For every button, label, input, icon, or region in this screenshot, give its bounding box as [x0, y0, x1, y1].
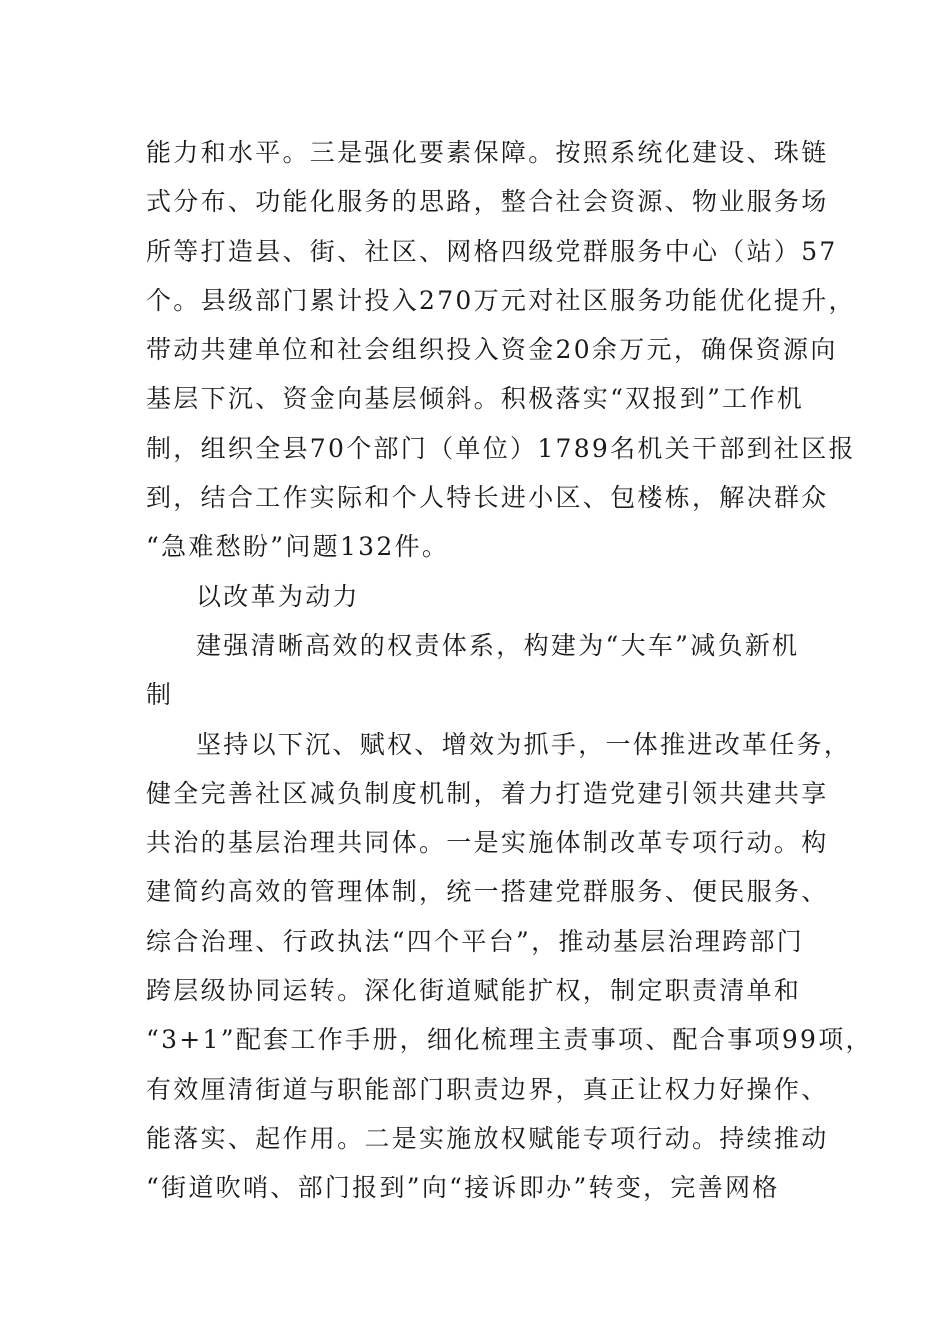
text-line: 能落实、起作用。二是实施放权赋能专项行动。持续推动 — [146, 1123, 829, 1153]
text-line: 健全完善社区减负制度机制，着力打造党建引领共建共享 — [146, 778, 829, 808]
section-heading: 以改革为动力 — [196, 581, 360, 611]
text-line: 有效厘清街道与职能部门职责边界，真正让权力好操作、 — [146, 1074, 829, 1104]
text-line: 个。县级部门累计投入270万元对社区服务功能优化提升， — [146, 285, 856, 315]
subsection-heading-continuation: 制 — [146, 680, 174, 710]
text-line: 带动共建单位和社会组织投入资金20余万元，确保资源向 — [146, 335, 838, 365]
text-line: “3+1”配套工作手册，细化梳理主责事项、配合事项99项， — [146, 1025, 873, 1055]
text-line: “急难愁盼”问题132件。 — [146, 532, 450, 562]
text-line: 所等打造县、街、社区、网格四级党群服务中心（站）57 — [146, 236, 838, 266]
text-line: 到，结合工作实际和个人特长进小区、包楼栋，解决群众 — [146, 483, 829, 513]
text-line: 建简约高效的管理体制，统一搭建党群服务、便民服务、 — [146, 877, 829, 907]
text-line: 能力和水平。三是强化要素保障。按照系统化建设、珠链 — [146, 138, 829, 167]
text-line: “街道吹哨、部门报到”向“接诉即办”转变，完善网格 — [146, 1173, 780, 1203]
subsection-heading: 建强清晰高效的权责体系，构建为“大车”减负新机 — [196, 630, 800, 660]
text-line: 基层下沉、资金向基层倾斜。积极落实“双报到”工作机 — [146, 384, 805, 414]
paragraph-first-line: 坚持以下沉、赋权、增效为抓手，一体推进改革任务， — [196, 729, 852, 759]
document-body — [146, 128, 873, 1213]
text-line: 共治的基层治理共同体。一是实施体制改革专项行动。构 — [146, 828, 829, 858]
text-line: 跨层级协同运转。深化街道赋能扩权，制定职责清单和 — [146, 976, 802, 1006]
text-line: 式分布、功能化服务的思路，整合社会资源、物业服务场 — [146, 187, 829, 217]
text-line: 综合治理、行政执法“四个平台”，推动基层治理跨部门 — [146, 926, 805, 956]
text-line: 制，组织全县70个部门（单位）1789名机关干部到社区报 — [146, 433, 856, 463]
